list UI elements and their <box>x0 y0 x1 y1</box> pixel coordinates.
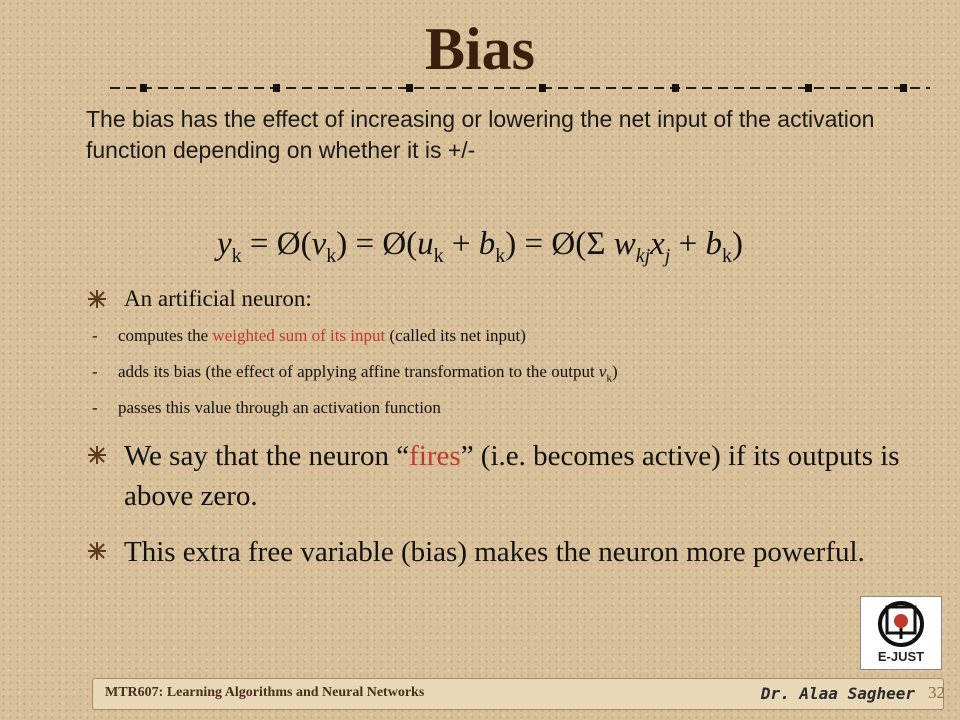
bullet-star-icon <box>86 288 108 310</box>
intro-text: The bias has the effect of increasing or lowering the net input of the activation function depending on whether it is +/- <box>86 106 875 163</box>
title-divider <box>110 84 930 92</box>
formula-w: w <box>613 226 636 262</box>
formula-v: v <box>311 226 327 262</box>
formula-sub-k: k <box>495 245 506 267</box>
bullet-fires-text <box>124 436 944 516</box>
list-dash: - <box>92 326 98 345</box>
formula-b: b <box>705 226 722 262</box>
formula-part: ) <box>731 226 743 262</box>
page-number: 32 <box>928 683 945 702</box>
formula-part: = Ø( <box>241 226 312 262</box>
formula-sub-k: k <box>231 245 242 267</box>
bullet-extra-text: This extra free variable (bias) makes the neuron more powerful. <box>124 536 865 568</box>
formula-sub-k: k <box>326 245 337 267</box>
formula-part: ) = Ø(Σ <box>505 226 614 262</box>
bullet-star-icon <box>86 444 108 466</box>
list-dash: - <box>92 398 98 417</box>
formula-x: x <box>650 226 665 262</box>
slide-title: Bias <box>424 16 536 82</box>
footer-bar <box>92 678 944 710</box>
list-item-text: computes the <box>118 326 213 345</box>
formula-part: ) = Ø( <box>336 226 418 262</box>
formula-sub-k: k <box>721 245 732 267</box>
list-item-sub: k <box>606 372 612 385</box>
formula-u: u <box>417 226 434 262</box>
formula-part: + <box>670 226 706 262</box>
formula-sub-j: j <box>664 245 671 267</box>
list-dash: - <box>92 362 98 381</box>
bullet-star-icon <box>86 540 108 562</box>
bias-formula <box>0 226 960 268</box>
ejust-logo <box>860 596 942 670</box>
formula-sub-k: k <box>433 245 444 267</box>
fires-pre: We say that the neuron “ <box>124 440 410 472</box>
fires-word: fires <box>409 440 461 472</box>
formula-b: b <box>478 226 496 262</box>
footer-course: MTR607: Learning Algorithms and Neural Networks <box>105 685 425 700</box>
formula-y: y <box>217 226 232 262</box>
list-item-text: passes this value through an activation function <box>118 398 441 417</box>
list-item <box>92 326 526 346</box>
footer-author: Dr. Alaa Sagheer <box>760 684 915 703</box>
logo-label: E-JUST <box>877 649 925 664</box>
bullet-neuron-text: An artificial neuron: <box>124 286 312 311</box>
list-item <box>92 362 618 384</box>
fires-post: ” (i.e. becomes active) if its outputs is above zero. <box>124 440 900 512</box>
ejust-emblem-icon <box>861 597 941 649</box>
formula-part: + <box>443 226 479 262</box>
list-item-highlight: weighted sum of its input <box>212 326 386 345</box>
list-item-text: ) <box>611 362 618 381</box>
list-item <box>92 398 441 418</box>
list-item-text: adds its bias (the effect of applying affine transformation to the output <box>118 362 599 381</box>
list-item-var: v <box>598 362 607 381</box>
formula-sub-kj: kj <box>635 245 651 267</box>
list-item-text: (called its net input) <box>385 326 526 345</box>
